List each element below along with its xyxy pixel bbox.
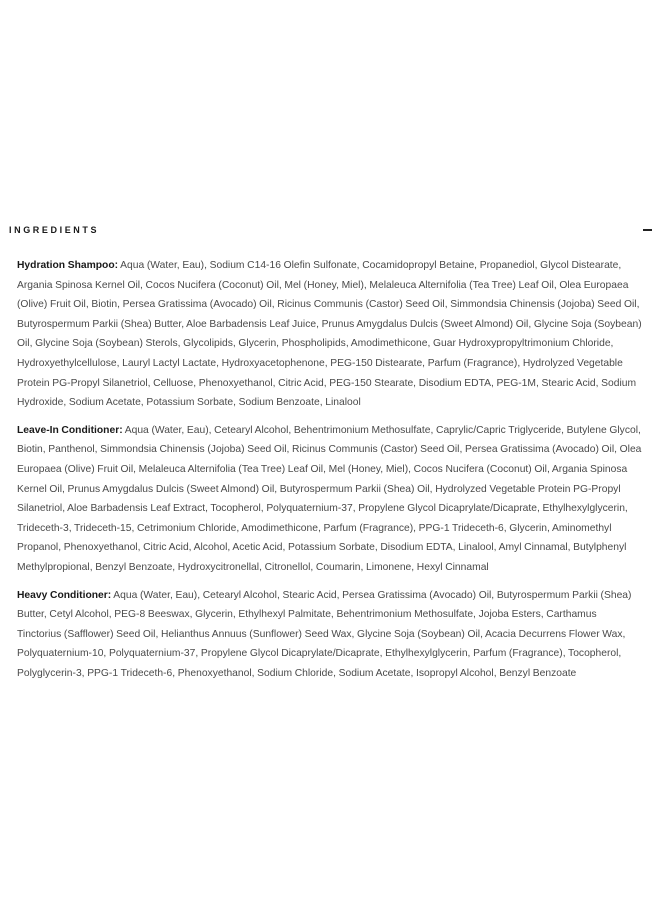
minus-icon[interactable] [643, 229, 652, 231]
ingredient-product-name: Heavy Conditioner: [17, 589, 112, 601]
ingredient-block-heavy-conditioner [17, 586, 642, 684]
ingredient-block-leave-in-conditioner [17, 421, 642, 578]
ingredient-product-name: Leave-In Conditioner: [17, 424, 123, 436]
ingredient-product-name: Hydration Shampoo: [17, 260, 119, 271]
ingredients-content [0, 242, 660, 683]
ingredient-list: Aqua (Water, Eau), Sodium C14-16 Olefin Sulfonate, Cocamidopropyl Betaine, Propanediol, Glycol Distearate, Argania Spinosa Kernel Oil, Cocos Nucifera (Coconut) Oil, Mel (Honey, Miel), Melaleuca Alternifolia (Tea Tree) Leaf Oil, Olea Europaea (Olive) Fruit Oil, Biotin, Persea Gratissima (Avocado) Oil, Ricinus Communis (Castor) Seed Oil, Simmondsia Chinensis (Jojoba) Seed Oil, Butyrospermum Parkii (Shea) Butter, Aloe Barbadensis Leaf Juice, Prunus Amygdalus Dulcis (Sweet Almond) Oil, Glycine Soja (Soybean) Oil, Glycine Soja (Soybean) Sterols, Glycolipids, Glycerin, Phospholipids, Amodimethicone, Guar Hydroxypropyltrimonium Chloride, Hydroxyethylcellulose, Lauryl Lactyl Lactate, Hydroxyacetophenone, PEG-150 Distearate, Parfum (Fragrance), Hydrolyzed Vegetable Protein PG-Propyl Silanetriol, Celluose, Phenoxyethanol, Citric Acid, PEG-150 Stearate, Disodium EDTA, PEG-1M, Stearic Acid, Sodium Hydroxide, Sodium Acetate, Potassium Sorbate, Sodium Benzoate, Linalool [17, 260, 642, 409]
ingredient-block-hydration-shampoo [17, 256, 642, 413]
ingredient-list: Aqua (Water, Eau), Cetearyl Alcohol, Behentrimonium Methosulfate, Caprylic/Capric Triglyceride, Butylene Glycol, Biotin, Panthenol, Simmondsia Chinensis (Jojoba) Seed Oil, Ricinus Communis (Castor) Seed Oil, Persea Gratissima (Avocado) Oil, Olea Europaea (Olive) Fruit Oil, Melaleuca Alternifolia (Tea Tree) Leaf Oil, Mel (Honey, Miel), Cocos Nucifera (Coconut) Oil, Argania Spinosa Kernel Oil, Prunus Amygdalus Dulcis (Sweet Almond) Oil, Butyrospermum Parkii (Shea) Oil, Hydrolyzed Vegetable Protein PG-Propyl Silanetriol, Aloe Barbadensis Leaf Extract, Tocopherol, Polyquaternium-37, Propylene Glycol Dicaprylate/Dicaprate, Ethylhexylglycerin, Trideceth-3, Trideceth-15, Cetrimonium Chloride, Amodimethicone, Parfum (Fragrance), PPG-1 Trideceth-6, Glycerin, Aminomethyl Propanol, Phenoxyethanol, Citric Acid, Alcohol, Acetic Acid, Potassium Sorbate, Disodium EDTA, Linalool, Amyl Cinnamal, Butylphenyl Methylpropional, Benzyl Benzoate, Hydroxycitronellal, Citronellol, Coumarin, Limonene, Hexyl Cinnamal [17, 424, 642, 573]
ingredients-accordion-header[interactable] [0, 218, 660, 242]
ingredients-title: INGREDIENTS [9, 225, 100, 235]
ingredient-list: Aqua (Water, Eau), Cetearyl Alcohol, Stearic Acid, Persea Gratissima (Avocado) Oil, Butyrospermum Parkii (Shea) Butter, Cetyl Alcohol, PEG-8 Beeswax, Glycerin, Ethylhexyl Palmitate, Behentrimonium Methosulfate, Jojoba Esters, Carthamus Tinctorius (Safflower) Seed Oil, Helianthus Annuus (Sunflower) Seed Wax, Glycine Soja (Soybean) Oil, Acacia Decurrens Flower Wax, Polyquaternium-10, Polyquaternium-37, Propylene Glycol Dicaprylate/Dicaprate, Ethylhexylglycerin, Parfum (Fragrance), Tocopherol, Polyglycerin-3, PPG-1 Trideceth-6, Phenoxyethanol, Sodium Chloride, Sodium Acetate, Isopropyl Alcohol, Benzyl Benzoate [17, 589, 632, 679]
ingredients-accordion [0, 218, 660, 691]
